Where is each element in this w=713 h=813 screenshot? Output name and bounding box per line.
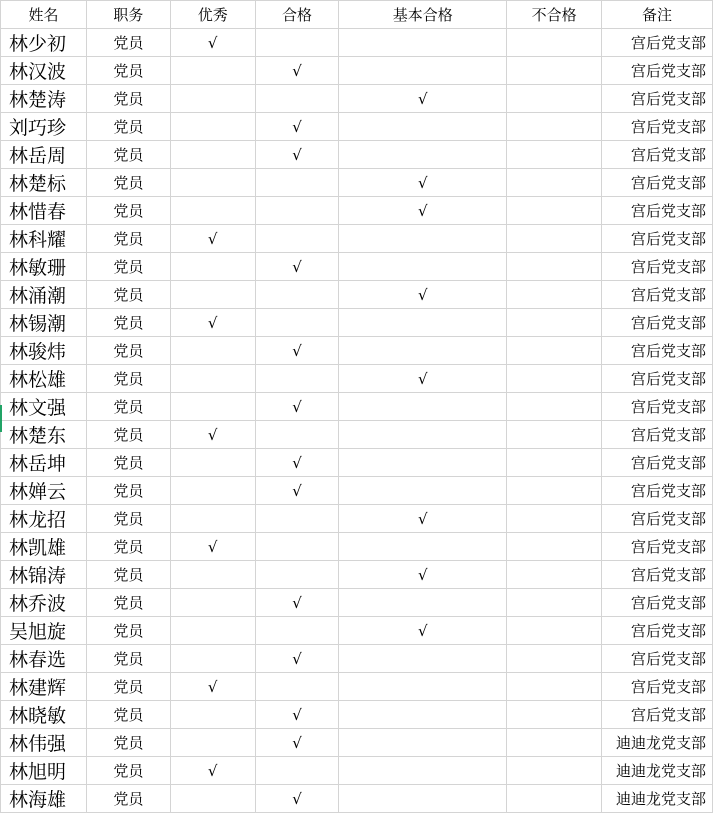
cell-role[interactable]: 党员: [86, 421, 170, 449]
cell-name[interactable]: 林岳坤: [1, 449, 87, 477]
cell-qualified[interactable]: √: [255, 253, 339, 281]
cell-unqualified[interactable]: [507, 673, 602, 701]
cell-unqualified[interactable]: [507, 309, 602, 337]
cell-basic[interactable]: [339, 533, 507, 561]
cell-basic[interactable]: [339, 757, 507, 785]
cell-unqualified[interactable]: [507, 281, 602, 309]
cell-basic[interactable]: [339, 645, 507, 673]
cell-note[interactable]: 宫后党支部: [602, 337, 713, 365]
cell-basic[interactable]: [339, 393, 507, 421]
cell-name[interactable]: 林建辉: [1, 673, 87, 701]
cell-excellent[interactable]: [170, 113, 255, 141]
cell-unqualified[interactable]: [507, 729, 602, 757]
cell-unqualified[interactable]: [507, 141, 602, 169]
cell-excellent[interactable]: √: [170, 29, 255, 57]
cell-name[interactable]: 林旭明: [1, 757, 87, 785]
cell-name[interactable]: 林文强: [1, 393, 87, 421]
cell-name[interactable]: 林龙招: [1, 505, 87, 533]
table-row: [1, 29, 713, 57]
cell-name[interactable]: 吴旭旋: [1, 617, 87, 645]
cell-excellent[interactable]: [170, 197, 255, 225]
cell-qualified[interactable]: √: [255, 57, 339, 85]
cell-qualified[interactable]: √: [255, 785, 339, 813]
cell-excellent[interactable]: √: [170, 757, 255, 785]
cell-basic[interactable]: √: [339, 281, 507, 309]
cell-note[interactable]: 宫后党支部: [602, 421, 713, 449]
cell-note[interactable]: 宫后党支部: [602, 505, 713, 533]
cell-unqualified[interactable]: [507, 421, 602, 449]
cell-excellent[interactable]: [170, 57, 255, 85]
cell-role[interactable]: 党员: [86, 449, 170, 477]
cell-role[interactable]: 党员: [86, 477, 170, 505]
table-row: [1, 85, 713, 113]
table-row: [1, 225, 713, 253]
cell-basic[interactable]: [339, 113, 507, 141]
header-excellent[interactable]: 优秀: [170, 1, 255, 29]
table-row: [1, 757, 713, 785]
cell-unqualified[interactable]: [507, 113, 602, 141]
table-row: [1, 673, 713, 701]
cell-excellent[interactable]: [170, 141, 255, 169]
cell-basic[interactable]: [339, 29, 507, 57]
cell-name[interactable]: 林松雄: [1, 365, 87, 393]
cell-basic[interactable]: √: [339, 561, 507, 589]
cell-role[interactable]: 党员: [86, 113, 170, 141]
table-row: [1, 449, 713, 477]
header-row: [1, 1, 713, 29]
cell-qualified[interactable]: [255, 225, 339, 253]
cell-excellent[interactable]: [170, 365, 255, 393]
cell-role[interactable]: 党员: [86, 169, 170, 197]
cell-excellent[interactable]: [170, 449, 255, 477]
table-row: [1, 421, 713, 449]
cell-unqualified[interactable]: [507, 617, 602, 645]
cell-note[interactable]: 宫后党支部: [602, 309, 713, 337]
cell-excellent[interactable]: [170, 85, 255, 113]
cell-note[interactable]: 宫后党支部: [602, 617, 713, 645]
cell-qualified[interactable]: [255, 421, 339, 449]
cell-basic[interactable]: √: [339, 365, 507, 393]
cell-unqualified[interactable]: [507, 477, 602, 505]
cell-note[interactable]: 宫后党支部: [602, 477, 713, 505]
cell-name[interactable]: 林乔波: [1, 589, 87, 617]
cell-role[interactable]: 党员: [86, 533, 170, 561]
cell-unqualified[interactable]: [507, 757, 602, 785]
cell-qualified[interactable]: [255, 505, 339, 533]
cell-qualified[interactable]: [255, 281, 339, 309]
cell-qualified[interactable]: √: [255, 589, 339, 617]
cell-role[interactable]: 党员: [86, 645, 170, 673]
cell-basic[interactable]: √: [339, 169, 507, 197]
cell-note[interactable]: 宫后党支部: [602, 645, 713, 673]
cell-basic[interactable]: [339, 449, 507, 477]
cell-note[interactable]: 宫后党支部: [602, 225, 713, 253]
header-name[interactable]: 姓名: [1, 1, 87, 29]
cell-name[interactable]: 林锦涛: [1, 561, 87, 589]
cell-role[interactable]: 党员: [86, 85, 170, 113]
cell-qualified[interactable]: [255, 533, 339, 561]
cell-qualified[interactable]: [255, 561, 339, 589]
cell-qualified[interactable]: [255, 197, 339, 225]
cell-role[interactable]: 党员: [86, 729, 170, 757]
cell-note[interactable]: 宫后党支部: [602, 533, 713, 561]
cell-excellent[interactable]: [170, 617, 255, 645]
cell-name[interactable]: 林汉波: [1, 57, 87, 85]
cell-unqualified[interactable]: [507, 561, 602, 589]
cell-unqualified[interactable]: [507, 337, 602, 365]
cell-name[interactable]: 林敏珊: [1, 253, 87, 281]
cell-note[interactable]: 宫后党支部: [602, 113, 713, 141]
cell-name[interactable]: 林科耀: [1, 225, 87, 253]
cell-unqualified[interactable]: [507, 645, 602, 673]
cell-role[interactable]: 党员: [86, 673, 170, 701]
table-row: [1, 617, 713, 645]
table-row: [1, 729, 713, 757]
cell-name[interactable]: 林骏炜: [1, 337, 87, 365]
cell-qualified[interactable]: √: [255, 645, 339, 673]
cell-excellent[interactable]: [170, 729, 255, 757]
cell-unqualified[interactable]: [507, 533, 602, 561]
cell-role[interactable]: 党员: [86, 225, 170, 253]
cell-note[interactable]: 宫后党支部: [602, 29, 713, 57]
cell-name[interactable]: 林惜春: [1, 197, 87, 225]
header-qualified[interactable]: 合格: [255, 1, 339, 29]
cell-unqualified[interactable]: [507, 505, 602, 533]
cell-note[interactable]: 宫后党支部: [602, 197, 713, 225]
cell-excellent[interactable]: √: [170, 673, 255, 701]
cell-basic[interactable]: [339, 673, 507, 701]
cell-note[interactable]: 宫后党支部: [602, 57, 713, 85]
cell-qualified[interactable]: [255, 673, 339, 701]
cell-qualified[interactable]: √: [255, 337, 339, 365]
cell-role[interactable]: 党员: [86, 617, 170, 645]
cell-excellent[interactable]: √: [170, 421, 255, 449]
cell-note[interactable]: 宫后党支部: [602, 589, 713, 617]
table-row: [1, 477, 713, 505]
cell-note[interactable]: 宫后党支部: [602, 169, 713, 197]
cell-basic[interactable]: [339, 701, 507, 729]
cell-name[interactable]: 林海雄: [1, 785, 87, 813]
table-row: [1, 785, 713, 813]
table-body: [1, 29, 713, 813]
cell-qualified[interactable]: √: [255, 113, 339, 141]
header-role[interactable]: 职务: [86, 1, 170, 29]
cell-unqualified[interactable]: [507, 85, 602, 113]
cell-excellent[interactable]: [170, 393, 255, 421]
cell-basic[interactable]: √: [339, 505, 507, 533]
cell-excellent[interactable]: [170, 645, 255, 673]
cell-role[interactable]: 党员: [86, 253, 170, 281]
cell-name[interactable]: 林晓敏: [1, 701, 87, 729]
cell-excellent[interactable]: [170, 281, 255, 309]
cell-basic[interactable]: √: [339, 85, 507, 113]
cell-note[interactable]: 宫后党支部: [602, 701, 713, 729]
table-row: [1, 309, 713, 337]
cell-qualified[interactable]: [255, 617, 339, 645]
cell-qualified[interactable]: [255, 29, 339, 57]
cell-role[interactable]: 党员: [86, 281, 170, 309]
cell-name[interactable]: 林楚东: [1, 421, 87, 449]
cell-excellent[interactable]: [170, 561, 255, 589]
cell-name[interactable]: 林楚涛: [1, 85, 87, 113]
table-row: [1, 141, 713, 169]
cell-role[interactable]: 党员: [86, 141, 170, 169]
cell-role[interactable]: 党员: [86, 701, 170, 729]
table-row: [1, 393, 713, 421]
cell-basic[interactable]: [339, 589, 507, 617]
cell-basic[interactable]: [339, 225, 507, 253]
cell-unqualified[interactable]: [507, 169, 602, 197]
cell-name[interactable]: 林锡潮: [1, 309, 87, 337]
cell-note[interactable]: 迪迪龙党支部: [602, 729, 713, 757]
cell-excellent[interactable]: √: [170, 309, 255, 337]
cell-note[interactable]: 宫后党支部: [602, 365, 713, 393]
cell-name[interactable]: 林楚标: [1, 169, 87, 197]
cell-note[interactable]: 宫后党支部: [602, 561, 713, 589]
table-row: [1, 337, 713, 365]
cell-name[interactable]: 林春选: [1, 645, 87, 673]
cell-unqualified[interactable]: [507, 589, 602, 617]
cell-note[interactable]: 迪迪龙党支部: [602, 757, 713, 785]
table-row: [1, 561, 713, 589]
cell-basic[interactable]: √: [339, 617, 507, 645]
cell-name[interactable]: 林少初: [1, 29, 87, 57]
cell-basic[interactable]: [339, 141, 507, 169]
cell-unqualified[interactable]: [507, 785, 602, 813]
active-row-marker: [0, 405, 2, 432]
table-row: [1, 589, 713, 617]
cell-note[interactable]: 迪迪龙党支部: [602, 785, 713, 813]
cell-qualified[interactable]: [255, 365, 339, 393]
cell-role[interactable]: 党员: [86, 561, 170, 589]
cell-excellent[interactable]: [170, 785, 255, 813]
cell-note[interactable]: 宫后党支部: [602, 393, 713, 421]
table-row: [1, 57, 713, 85]
cell-qualified[interactable]: √: [255, 141, 339, 169]
cell-basic[interactable]: [339, 309, 507, 337]
cell-excellent[interactable]: √: [170, 225, 255, 253]
cell-unqualified[interactable]: [507, 701, 602, 729]
cell-role[interactable]: 党员: [86, 757, 170, 785]
cell-qualified[interactable]: [255, 757, 339, 785]
table-row: [1, 533, 713, 561]
cell-unqualified[interactable]: [507, 57, 602, 85]
cell-excellent[interactable]: [170, 701, 255, 729]
cell-name[interactable]: 林涌潮: [1, 281, 87, 309]
table-row: [1, 253, 713, 281]
cell-role[interactable]: 党员: [86, 365, 170, 393]
cell-name[interactable]: 林凯雄: [1, 533, 87, 561]
cell-basic[interactable]: [339, 337, 507, 365]
cell-basic[interactable]: [339, 785, 507, 813]
cell-qualified[interactable]: √: [255, 729, 339, 757]
cell-unqualified[interactable]: [507, 253, 602, 281]
cell-unqualified[interactable]: [507, 225, 602, 253]
cell-excellent[interactable]: [170, 477, 255, 505]
table-row: [1, 645, 713, 673]
table-row: [1, 365, 713, 393]
cell-name[interactable]: 刘巧珍: [1, 113, 87, 141]
header-unqualified[interactable]: 不合格: [507, 1, 602, 29]
cell-qualified[interactable]: [255, 309, 339, 337]
cell-basic[interactable]: [339, 57, 507, 85]
cell-qualified[interactable]: √: [255, 477, 339, 505]
cell-note[interactable]: 宫后党支部: [602, 281, 713, 309]
cell-excellent[interactable]: [170, 337, 255, 365]
cell-unqualified[interactable]: [507, 197, 602, 225]
cell-qualified[interactable]: [255, 169, 339, 197]
table-row: [1, 281, 713, 309]
cell-excellent[interactable]: [170, 505, 255, 533]
cell-role[interactable]: 党员: [86, 309, 170, 337]
cell-role[interactable]: 党员: [86, 589, 170, 617]
cell-excellent[interactable]: [170, 589, 255, 617]
cell-basic[interactable]: [339, 729, 507, 757]
table-row: [1, 197, 713, 225]
cell-name[interactable]: 林岳周: [1, 141, 87, 169]
cell-excellent[interactable]: [170, 169, 255, 197]
header-basic-qualified[interactable]: 基本合格: [339, 1, 507, 29]
cell-role[interactable]: 党员: [86, 785, 170, 813]
cell-qualified[interactable]: √: [255, 393, 339, 421]
cell-note[interactable]: 宫后党支部: [602, 85, 713, 113]
cell-role[interactable]: 党员: [86, 29, 170, 57]
cell-qualified[interactable]: √: [255, 449, 339, 477]
table-row: [1, 169, 713, 197]
cell-role[interactable]: 党员: [86, 337, 170, 365]
cell-qualified[interactable]: [255, 85, 339, 113]
cell-excellent[interactable]: √: [170, 533, 255, 561]
cell-unqualified[interactable]: [507, 393, 602, 421]
cell-basic[interactable]: [339, 253, 507, 281]
table-row: [1, 701, 713, 729]
cell-note[interactable]: 宫后党支部: [602, 673, 713, 701]
cell-name[interactable]: 林婵云: [1, 477, 87, 505]
cell-unqualified[interactable]: [507, 29, 602, 57]
cell-basic[interactable]: √: [339, 197, 507, 225]
cell-role[interactable]: 党员: [86, 57, 170, 85]
cell-basic[interactable]: [339, 421, 507, 449]
cell-note[interactable]: 宫后党支部: [602, 253, 713, 281]
cell-note[interactable]: 宫后党支部: [602, 141, 713, 169]
cell-basic[interactable]: [339, 477, 507, 505]
cell-unqualified[interactable]: [507, 449, 602, 477]
cell-note[interactable]: 宫后党支部: [602, 449, 713, 477]
table-row: [1, 505, 713, 533]
table-row: [1, 113, 713, 141]
cell-role[interactable]: 党员: [86, 197, 170, 225]
cell-role[interactable]: 党员: [86, 505, 170, 533]
cell-qualified[interactable]: √: [255, 701, 339, 729]
cell-name[interactable]: 林伟强: [1, 729, 87, 757]
cell-excellent[interactable]: [170, 253, 255, 281]
cell-unqualified[interactable]: [507, 365, 602, 393]
cell-role[interactable]: 党员: [86, 393, 170, 421]
header-note[interactable]: 备注: [602, 1, 713, 29]
